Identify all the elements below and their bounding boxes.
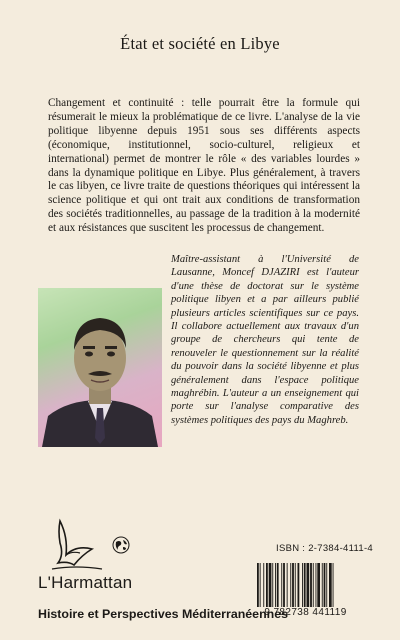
barcode-bar xyxy=(275,563,276,607)
barcode-bar xyxy=(324,563,326,607)
barcode-bar xyxy=(266,563,268,607)
barcode-bar xyxy=(316,563,317,607)
publisher-name: L'Harmattan xyxy=(38,573,133,592)
barcode-bar xyxy=(329,563,332,607)
author-bio: Maître-assistant à l'Université de Lausanne, Moncef DJAZIRI est l'auteur d'une thèse de doctorat sur le système politique libyen et a par ailleurs publié plusieurs articles scientifiques sur ce pays. Il collabore actuellement aux travaux d'un groupe de chercheurs qui tente de renouveler le questionnement sur la réalité du pouvoir dans la société libyenne et plus généralement dans l'espace politique maghrébin. L'auteur a un enseignement qui porte sur l'analyse comparative des systèmes politiques des pays du Maghreb. xyxy=(171,254,359,426)
barcode-bar xyxy=(313,563,314,607)
book-summary: Changement et continuité : telle pourrait être la formule qui résumerait le mieux la problématique de ce livre. L'analyse de la vie politique libyenne depuis 1951 sous ses différents aspects (économique, institutionnel, socio-culturel, religieux et international) permet de montrer le rôle « des variables lourdes » dans la dynamique politique en Libye. Plus généralement, à travers le cas libyen, ce livre traite de questions théoriques qui intéressent la science politique et qui ont trait aux conditions de transformation des sociétés traditionnelles, au passage de la tradition à la modernité et aux résistances que suscitent les processus de changement. xyxy=(48,97,360,235)
isbn-label: ISBN : 2-7384-4111-4 xyxy=(276,543,374,554)
author-photo xyxy=(38,288,162,447)
barcode-bar xyxy=(263,563,264,607)
barcode-bar xyxy=(269,563,272,607)
barcode-bar xyxy=(302,563,303,607)
barcode-bar xyxy=(295,563,296,607)
barcode-bar xyxy=(257,563,259,607)
barcode-bar xyxy=(272,563,273,607)
barcode-bars xyxy=(253,561,358,609)
barcode-bar xyxy=(333,563,334,607)
bird-logo-icon xyxy=(46,515,108,573)
barcode-bar xyxy=(317,563,320,607)
barcode-bar xyxy=(277,563,279,607)
barcode-bar xyxy=(304,563,306,607)
globe-icon xyxy=(112,536,130,554)
barcode-bar xyxy=(310,563,312,607)
barcode xyxy=(253,561,358,620)
barcode-bar xyxy=(307,563,310,607)
barcode-bar xyxy=(290,563,291,607)
barcode-bar xyxy=(292,563,294,607)
barcode-bar xyxy=(287,563,288,607)
barcode-bar xyxy=(326,563,327,607)
barcode-digits: 9 782738 441119 xyxy=(264,607,347,618)
barcode-bar xyxy=(260,563,261,607)
barcode-bar xyxy=(281,563,282,607)
collection-name: Histoire et Perspectives Méditerranéennes xyxy=(38,607,288,621)
barcode-bar xyxy=(322,563,323,607)
book-title: État et société en Libye xyxy=(120,34,280,53)
barcode-bar xyxy=(298,563,300,607)
barcode-bar xyxy=(283,563,285,607)
